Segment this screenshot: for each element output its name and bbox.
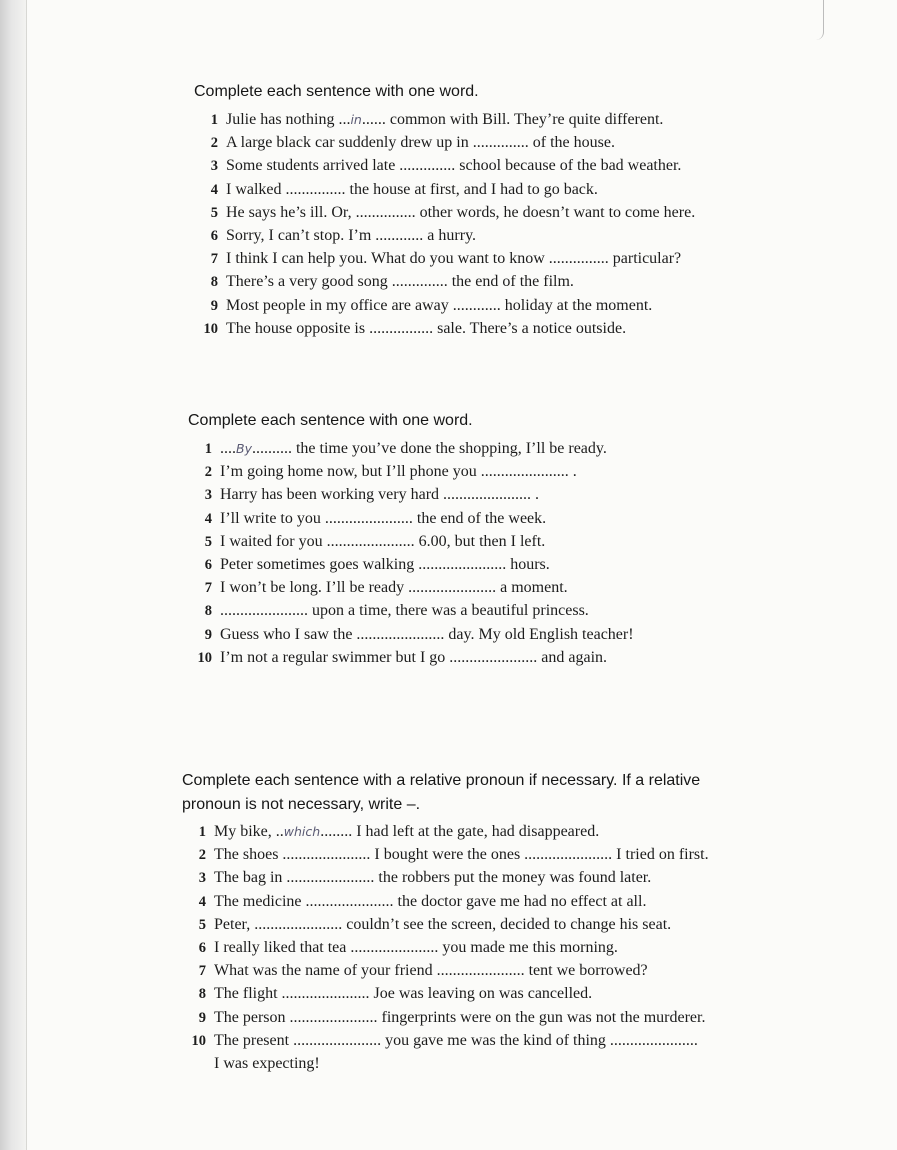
item-number: 2 <box>204 464 212 481</box>
item-number: 7 <box>198 963 206 980</box>
item-number: 7 <box>204 580 212 597</box>
item-number: 5 <box>210 204 218 221</box>
handwritten-answer: in <box>350 112 362 127</box>
item-text: I’m not a regular swimmer but I go ...................... and again. <box>220 648 608 666</box>
item-text: ...................... upon a time, there was a beautiful princess. <box>220 602 589 620</box>
item-text-end: ...... common with Bill. They’re quite different. <box>361 111 664 128</box>
exercise-item <box>188 437 828 460</box>
item-continuation: I was expecting! <box>214 1054 320 1072</box>
item-number: 9 <box>198 1009 206 1026</box>
exercise-item <box>182 890 832 913</box>
exercise-1-instruction: Complete each sentence with one word. <box>194 83 479 100</box>
exercise-item <box>188 623 828 646</box>
scan-page-edge <box>0 0 27 1150</box>
exercise-3 <box>182 769 832 1075</box>
item-text: The shoes ...................... I bought were the ones ...................... I tried on first. <box>214 846 709 864</box>
item-text: I walked ............... the house at first, and I had to go back. <box>226 180 598 198</box>
item-text: The person ...................... fingerprints were on the gun was not the murderer. <box>214 1008 706 1026</box>
exercise-item <box>182 982 832 1005</box>
item-text: I’m going home now, but I’ll phone you ...................... . <box>220 463 577 481</box>
item-text-start: .... <box>220 440 236 457</box>
item-text-end: .......... the time you’ve done the shopping, I’ll be ready. <box>251 440 607 457</box>
item-text: The present ...................... you gave me was the kind of thing ...................... <box>214 1031 698 1049</box>
item-number: 5 <box>204 533 212 550</box>
item-text: I’ll write to you ...................... the end of the week. <box>220 509 547 527</box>
exercise-1-items <box>194 108 834 340</box>
exercise-2-items <box>188 437 828 669</box>
item-number: 2 <box>198 847 206 864</box>
item-text: I won’t be long. I’ll be ready ...................... a moment. <box>220 579 568 597</box>
item-text: Peter, ...................... couldn’t see the screen, decided to change his seat. <box>214 915 672 933</box>
item-number: 5 <box>198 916 206 933</box>
item-number: 4 <box>198 893 206 910</box>
exercise-item <box>194 178 834 201</box>
exercise-item <box>188 576 828 599</box>
handwritten-answer: By <box>236 441 252 456</box>
item-text: I think I can help you. What do you want to know ............... particular? <box>226 250 682 268</box>
exercise-item <box>182 913 832 936</box>
exercise-item <box>194 247 834 270</box>
exercise-2 <box>188 409 828 669</box>
exercise-item <box>188 483 828 506</box>
item-text: The flight ...................... Joe was leaving on was cancelled. <box>214 985 593 1003</box>
item-number: 8 <box>198 986 206 1003</box>
exercise-item <box>182 866 832 889</box>
exercise-item <box>188 553 828 576</box>
handwritten-answer: which <box>283 824 321 839</box>
item-text: I really liked that tea ...................... you made me this morning. <box>214 938 618 956</box>
exercise-item <box>182 1029 832 1052</box>
item-number: 1 <box>210 112 218 128</box>
item-number: 9 <box>204 626 212 643</box>
instruction-line-1: Complete each sentence with a relative pronoun if necessary. If a relative <box>182 772 701 789</box>
item-text: The medicine ...................... the doctor gave me had no effect at all. <box>214 892 647 910</box>
exercise-item <box>194 201 834 224</box>
exercise-2-instruction: Complete each sentence with one word. <box>188 412 473 429</box>
item-text: Sorry, I can’t stop. I’m ............ a hurry. <box>226 226 477 244</box>
item-number: 1 <box>204 441 212 457</box>
item-text-start: Julie has nothing ... <box>226 111 351 128</box>
exercise-item <box>188 530 828 553</box>
item-number: 3 <box>204 487 212 504</box>
exercise-item <box>188 460 828 483</box>
exercise-item <box>188 599 828 622</box>
item-text: The house opposite is ................ sale. There’s a notice outside. <box>226 319 627 337</box>
item-text-start: My bike, .. <box>214 823 284 840</box>
item-number: 9 <box>210 297 218 314</box>
item-text: Guess who I saw the ...................... day. My old English teacher! <box>220 625 634 643</box>
item-text: Peter sometimes goes walking ...................... hours. <box>220 555 550 573</box>
exercise-item <box>182 1006 832 1029</box>
exercise-item <box>182 936 832 959</box>
item-number: 7 <box>210 251 218 268</box>
item-number: 1 <box>198 824 206 840</box>
item-number: 8 <box>210 274 218 291</box>
exercise-1 <box>194 80 834 340</box>
exercise-item <box>182 959 832 982</box>
item-text: The bag in ...................... the robbers put the money was found later. <box>214 869 652 887</box>
item-text: Some students arrived late .............. school because of the bad weather. <box>226 157 682 175</box>
exercise-item <box>182 843 832 866</box>
item-text: Harry has been working very hard ...................... . <box>220 486 540 504</box>
item-number: 8 <box>204 603 212 620</box>
exercise-item <box>194 154 834 177</box>
item-number: 4 <box>204 510 212 527</box>
item-number: 6 <box>210 227 218 244</box>
item-text: A large black car suddenly drew up in .............. of the house. <box>226 134 615 152</box>
exercise-item <box>188 507 828 530</box>
item-number: 10 <box>203 320 218 337</box>
item-text: What was the name of your friend ...................... tent we borrowed? <box>214 962 648 980</box>
exercise-3-items <box>182 820 832 1075</box>
exercise-item <box>182 820 832 843</box>
item-text: Most people in my office are away ............ holiday at the moment. <box>226 296 653 314</box>
item-number: 6 <box>198 939 206 956</box>
exercise-3-instruction <box>182 769 832 817</box>
item-text: There’s a very good song .............. the end of the film. <box>226 273 574 291</box>
exercise-item <box>194 131 834 154</box>
item-number: 10 <box>197 649 212 666</box>
item-number: 3 <box>198 870 206 887</box>
item-text: I waited for you ...................... 6.00, but then I left. <box>220 532 546 550</box>
instruction-line-2: pronoun is not necessary, write –. <box>182 796 421 813</box>
item-number: 2 <box>210 135 218 152</box>
exercise-item <box>194 224 834 247</box>
item-number: 4 <box>210 181 218 198</box>
exercise-item <box>194 108 834 131</box>
item-number: 6 <box>204 556 212 573</box>
item-text: He says he’s ill. Or, ............... other words, he doesn’t want to come here. <box>226 203 696 221</box>
item-text-end: ........ I had left at the gate, had disappeared. <box>320 823 600 840</box>
exercise-item <box>194 294 834 317</box>
item-number: 3 <box>210 158 218 175</box>
item-number: 10 <box>191 1032 206 1049</box>
exercise-item <box>188 646 828 669</box>
exercise-item <box>194 270 834 293</box>
exercise-item <box>194 317 834 340</box>
scan-corner-mark <box>815 0 824 40</box>
